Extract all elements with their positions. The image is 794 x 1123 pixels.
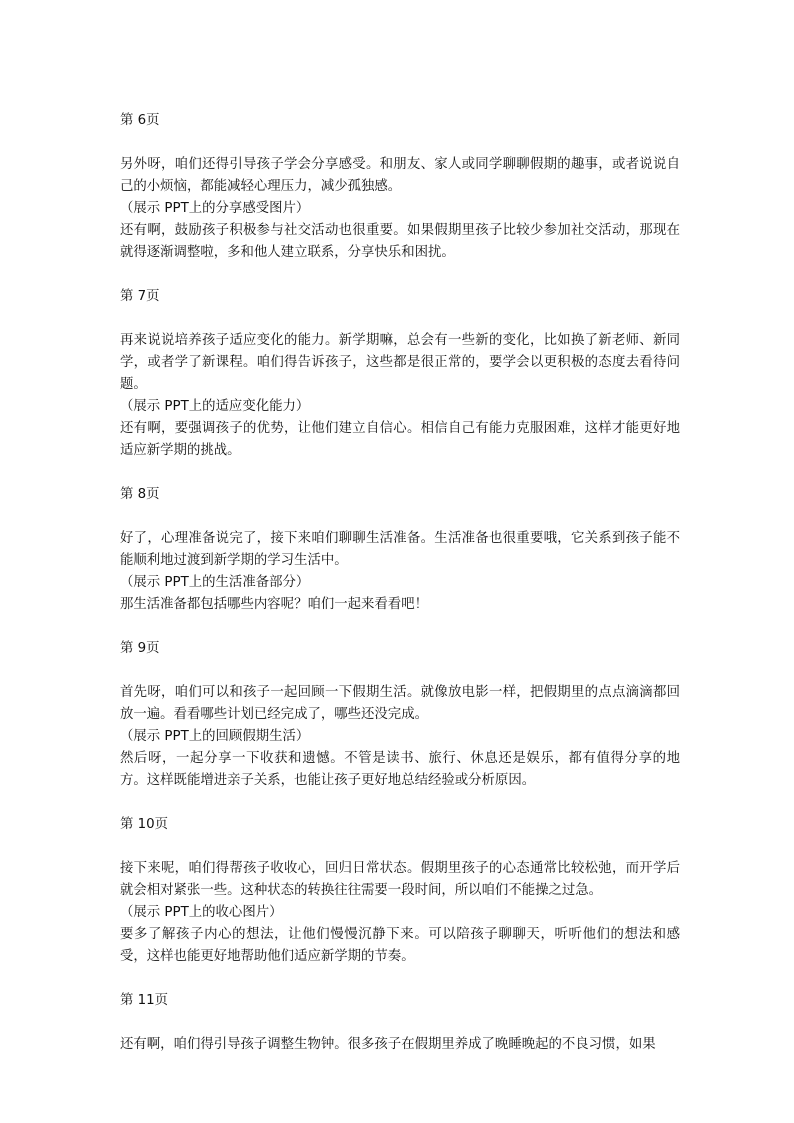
section-page-9 [120,638,680,814]
paragraph: 然后呀，一起分享一下收获和遗憾。不管是读书、旅行、休息还是娱乐，都有值得分享的地方。这样既能增进亲子关系，也能让孩子更好地总结经验或分析原因。 [120,751,680,788]
section-page-11 [120,990,680,1056]
paragraph: 还有啊，咱们得引导孩子调整生物钟。很多孩子在假期里养成了晚睡晚起的不良习惯，如果 [120,1037,656,1052]
paragraph: 要多了解孩子内心的想法，让他们慢慢沉静下来。可以陪孩子聊聊天，听听他们的想法和感受，这样也能更好地帮助他们适应新学期的节奏。 [120,927,680,964]
paragraph: 另外呀，咱们还得引导孩子学会分享感受。和朋友、家人或同学聊聊假期的趣事，或者说说自己的小烦恼，都能减轻心理压力，减少孤独感。 [120,157,680,194]
section-page-7 [120,286,680,484]
paragraph: 好了，心理准备说完了，接下来咱们聊聊生活准备。生活准备也很重要哦，它关系到孩子能不能顺利地过渡到新学期的学习生活中。 [120,531,680,568]
section-heading: 第 9页 [120,641,160,656]
ppt-note: （展示 PPT上的生活准备部分） [120,575,310,590]
section-heading: 第 7页 [120,289,160,304]
paragraph: 再来说说培养孩子适应变化的能力。新学期嘛，总会有一些新的变化，比如换了新老师、新同学，或者学了新课程。咱们得告诉孩子，这些都是很正常的，要学会以更积极的态度去看待问题。 [120,333,680,392]
section-page-8 [120,484,680,638]
ppt-note: （展示 PPT上的适应变化能力） [120,399,310,414]
section-heading: 第 6页 [120,113,160,128]
section-heading: 第 11页 [120,993,169,1008]
paragraph: 还有啊，要强调孩子的优势，让他们建立自信心。相信自己有能力克服困难，这样才能更好地适应新学期的挑战。 [120,421,680,458]
paragraph: 那生活准备都包括哪些内容呢？咱们一起来看看吧！ [120,597,428,612]
ppt-note: （展示 PPT上的回顾假期生活） [120,729,310,744]
paragraph: 还有啊，鼓励孩子积极参与社交活动也很重要。如果假期里孩子比较少参加社交活动，那现在就得逐渐调整啦，多和他人建立联系，分享快乐和困扰。 [120,223,680,260]
ppt-note: （展示 PPT上的收心图片） [120,905,283,920]
section-page-6 [120,110,680,286]
section-heading: 第 10页 [120,817,169,832]
section-heading: 第 8页 [120,487,160,502]
document-body [120,110,680,1056]
paragraph: 首先呀，咱们可以和孩子一起回顾一下假期生活。就像放电影一样，把假期里的点点滴滴都回放一遍。看看哪些计划已经完成了，哪些还没完成。 [120,685,680,722]
paragraph: 接下来呢，咱们得帮孩子收收心，回归日常状态。假期里孩子的心态通常比较松弛，而开学后就会相对紧张一些。这种状态的转换往往需要一段时间，所以咱们不能操之过急。 [120,861,680,898]
section-page-10 [120,814,680,990]
ppt-note: （展示 PPT上的分享感受图片） [120,201,310,216]
